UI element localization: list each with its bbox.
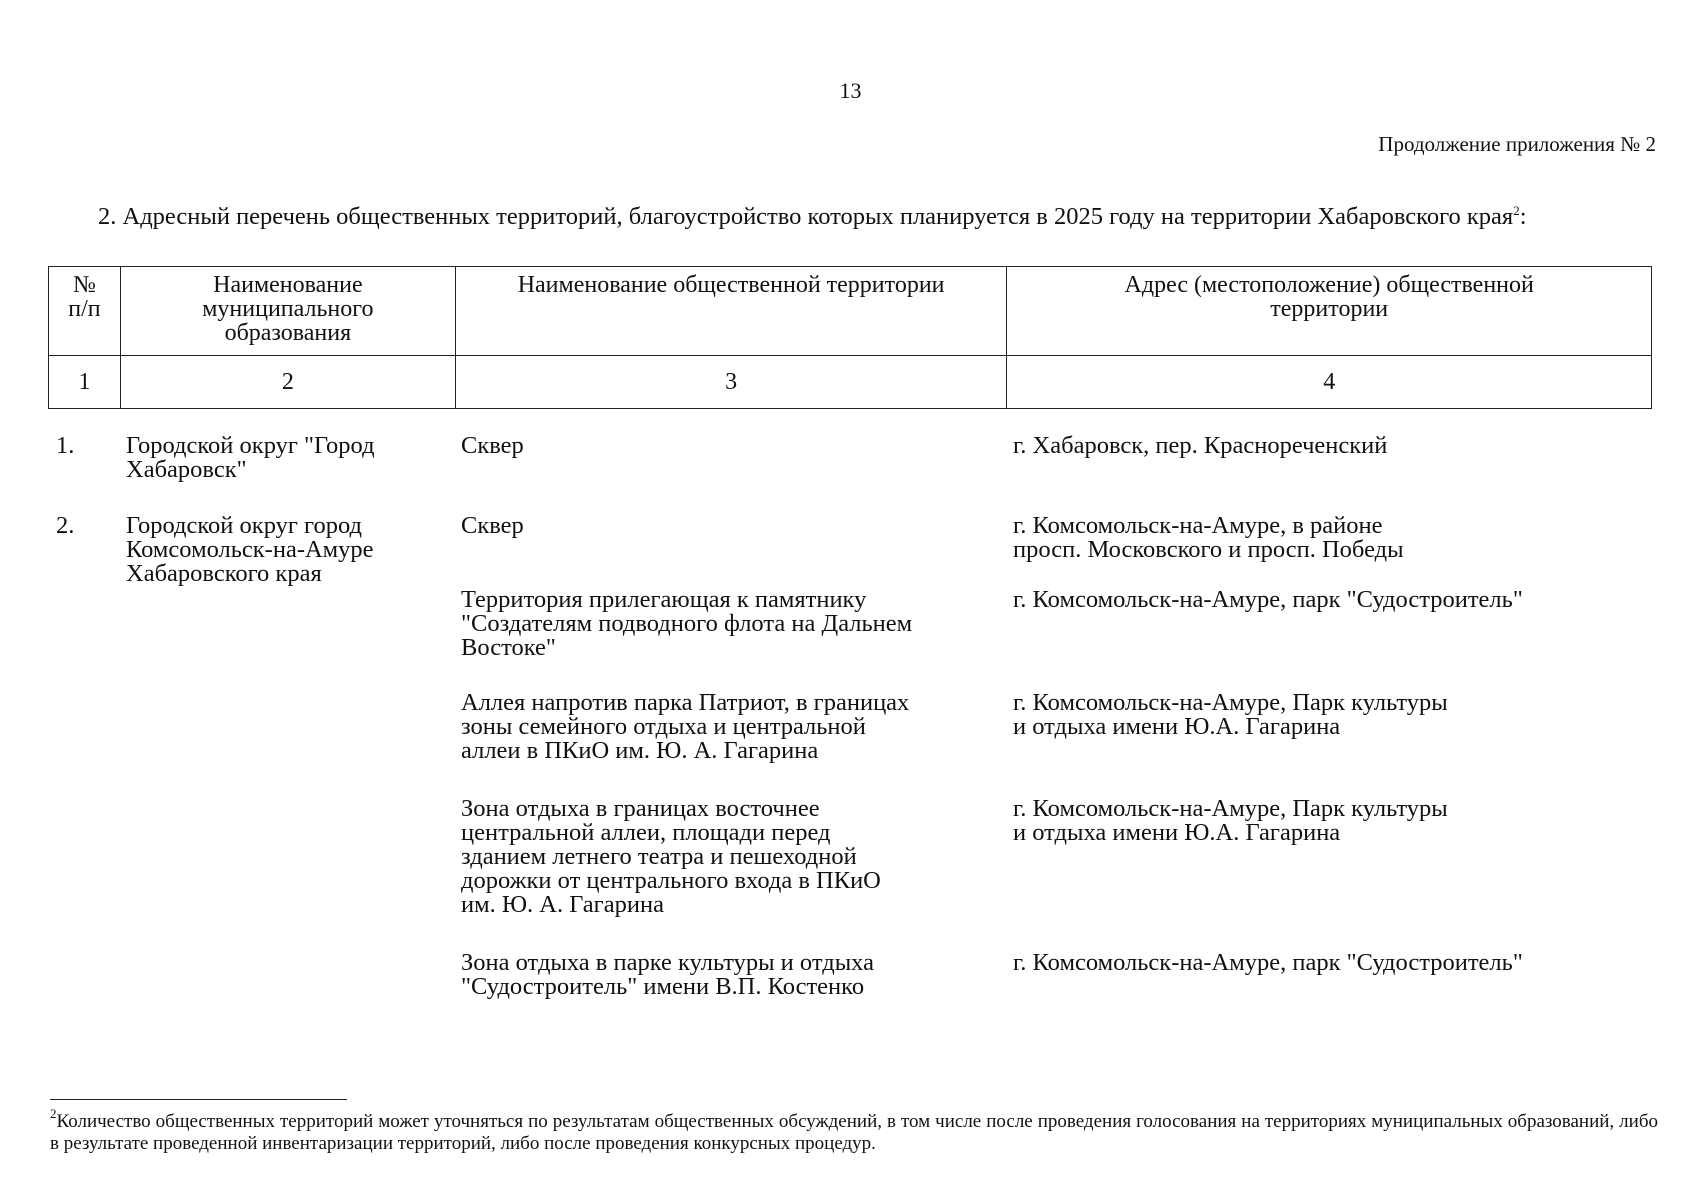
row-territory: Сквер	[461, 512, 524, 539]
table-row	[48, 691, 1652, 763]
row-address: г. Комсомольск-на-Амуре, в районе просп. Московского и просп. Победы	[1013, 512, 1404, 563]
appendix-continuation: Продолжение приложения № 2	[1378, 132, 1656, 156]
row-municipality	[120, 797, 455, 917]
column-number-row	[49, 356, 1652, 409]
row-municipality	[120, 588, 455, 660]
heading-footnote-mark: 2	[1513, 203, 1520, 218]
row-municipality: Городской округ город Комсомольск-на-Амуре Хабаровского края	[126, 512, 374, 587]
row-address: г. Комсомольск-на-Амуре, Парк культуры и отдыха имени Ю.А. Гагарина	[1013, 689, 1448, 740]
row-number	[48, 691, 120, 763]
page-number: 13	[839, 78, 862, 103]
header-territory: Наименование общественной территории	[455, 267, 1007, 356]
column-number: 3	[455, 356, 1007, 409]
table-row	[48, 514, 1652, 586]
row-address: г. Хабаровск, пер. Краснореченский	[1013, 432, 1388, 459]
row-territory: Зона отдыха в парке культуры и отдыха "Судостроитель" имени В.П. Костенко	[461, 949, 874, 1000]
row-address: г. Комсомольск-на-Амуре, Парк культуры и отдыха имени Ю.А. Гагарина	[1013, 795, 1448, 846]
table-row	[48, 588, 1652, 660]
header-row	[49, 267, 1652, 356]
table-body	[48, 434, 1652, 999]
column-number: 4	[1007, 356, 1652, 409]
column-number: 2	[120, 356, 455, 409]
row-territory: Территория прилегающая к памятнику "Создателям подводного флота на Дальнем Востоке"	[461, 586, 913, 661]
row-number	[48, 588, 120, 660]
section-heading	[48, 204, 1658, 229]
footnote-separator	[50, 1099, 347, 1100]
footnote-text: Количество общественных территорий может уточняться по результатам общественных обсуждений, в том числе после проведения голосования на территориях муниципальных образований, либо в результате проведенной инвентаризации территорий, либо после проведения конкурсных процедур.	[50, 1111, 1658, 1154]
header-address: Адрес (местоположение) общественной территории	[1007, 267, 1652, 356]
row-territory: Аллея напротив парка Патриот, в границах зоны семейного отдыха и центральной аллеи в ПКиО им. Ю. А. Гагарина	[461, 689, 910, 764]
row-address: г. Комсомольск-на-Амуре, парк "Судостроитель"	[1013, 586, 1523, 613]
row-municipality	[120, 691, 455, 763]
row-municipality	[120, 951, 455, 999]
row-territory: Сквер	[461, 432, 524, 459]
table-row	[48, 797, 1652, 917]
footnote	[50, 1106, 1658, 1155]
table-header	[48, 266, 1652, 409]
header-number: № п/п	[49, 267, 121, 356]
row-number	[48, 951, 120, 999]
row-address: г. Комсомольск-на-Амуре, парк "Судостроитель"	[1013, 949, 1523, 976]
footnote-mark: 2	[50, 1106, 57, 1121]
row-number: 1.	[56, 432, 75, 459]
table-row	[48, 434, 1652, 482]
table-row	[48, 951, 1652, 999]
header-municipality: Наименование муниципального образования	[120, 267, 455, 356]
column-number: 1	[49, 356, 121, 409]
row-territory: Зона отдыха в границах восточнее центральной аллеи, площади перед зданием летнего театра и пешеходной дорожки от центрального входа в ПКиО им. Ю. А. Гагарина	[461, 795, 881, 918]
heading-suffix: :	[1519, 203, 1527, 230]
row-number: 2.	[56, 512, 75, 539]
row-number	[48, 797, 120, 917]
heading-text: 2. Адресный перечень общественных территорий, благоустройство которых планируется в 2025 году на территории Хабаровского края	[98, 203, 1514, 230]
row-municipality: Городской округ "Город Хабаровск"	[126, 432, 375, 483]
